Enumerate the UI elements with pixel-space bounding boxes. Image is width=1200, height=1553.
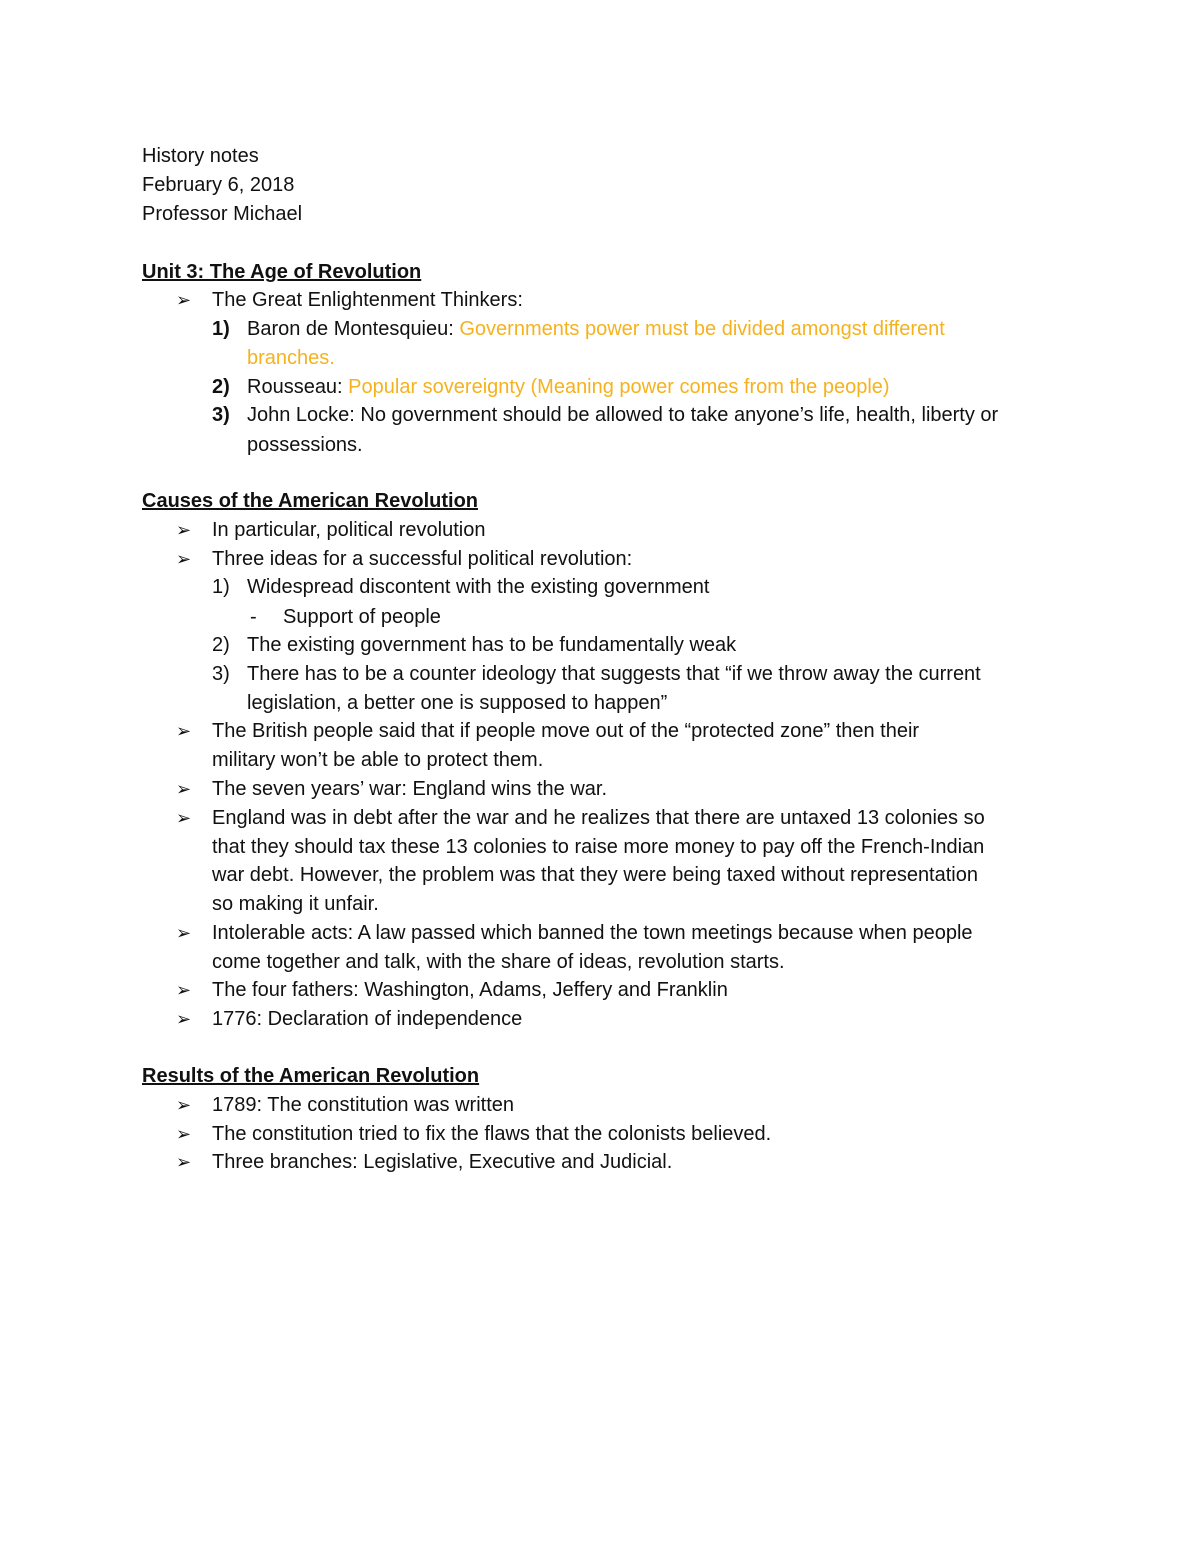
bullet-arrow-icon: ➢ bbox=[176, 1152, 192, 1172]
bullet-arrow-icon: ➢ bbox=[176, 549, 192, 569]
list-number: 3) bbox=[212, 404, 230, 426]
bullet-arrow-icon: ➢ bbox=[176, 1095, 192, 1115]
list-item: The four fathers: Washington, Adams, Jeffery and Franklin bbox=[212, 979, 728, 1001]
list-item-cont: military won’t be able to protect them. bbox=[212, 749, 544, 771]
list-item: There has to be a counter ideology that suggests that “if we throw away the current bbox=[247, 663, 981, 685]
list-item: In particular, political revolution bbox=[212, 519, 486, 541]
doc-title: History notes bbox=[142, 145, 259, 167]
bullet-arrow-icon: ➢ bbox=[176, 923, 192, 943]
list-item-cont: that they should tax these 13 colonies to raise more money to pay off the French-Indian bbox=[212, 836, 985, 858]
list-item-cont: legislation, a better one is supposed to happen” bbox=[247, 692, 668, 714]
list-number: 3) bbox=[212, 663, 230, 685]
bullet-arrow-icon: ➢ bbox=[176, 779, 192, 799]
doc-date: February 6, 2018 bbox=[142, 174, 295, 196]
thinker-note: Governments power must be divided amongst different bbox=[459, 318, 945, 340]
list-item: Three branches: Legislative, Executive and Judicial. bbox=[212, 1151, 673, 1173]
list-item: England was in debt after the war and he realizes that there are untaxed 13 colonies so bbox=[212, 807, 985, 829]
thinker-note: Popular sovereignty (Meaning power comes from the people) bbox=[348, 376, 890, 398]
bullet-arrow-icon: ➢ bbox=[176, 1124, 192, 1144]
unit3-heading: Unit 3: The Age of Revolution bbox=[142, 261, 422, 283]
list-item bbox=[247, 317, 945, 341]
list-number: 1) bbox=[212, 576, 230, 598]
thinker-name: Baron de Montesquieu: bbox=[247, 318, 460, 340]
list-item: Intolerable acts: A law passed which banned the town meetings because when people bbox=[212, 922, 973, 944]
list-item: Three ideas for a successful political revolution: bbox=[212, 548, 633, 570]
list-item-cont: so making it unfair. bbox=[212, 893, 379, 915]
list-item-cont: possessions. bbox=[247, 434, 363, 456]
bullet-arrow-icon: ➢ bbox=[176, 520, 192, 540]
unit3-bullet1: The Great Enlightenment Thinkers: bbox=[212, 289, 523, 311]
causes-heading: Causes of the American Revolution bbox=[142, 490, 478, 512]
thinker-name: Rousseau: bbox=[247, 376, 349, 398]
sub-item: Support of people bbox=[283, 606, 441, 628]
bullet-arrow-icon: ➢ bbox=[176, 808, 192, 828]
list-item: Widespread discontent with the existing government bbox=[247, 576, 710, 598]
list-item-cont: war debt. However, the problem was that they were being taxed without representation bbox=[212, 864, 978, 886]
list-item: The constitution tried to fix the flaws that the colonists believed. bbox=[212, 1123, 772, 1145]
list-item bbox=[247, 375, 890, 399]
bullet-arrow-icon: ➢ bbox=[176, 1009, 192, 1029]
results-heading: Results of the American Revolution bbox=[142, 1065, 480, 1087]
doc-professor: Professor Michael bbox=[142, 203, 303, 225]
thinker-note-cont: branches. bbox=[247, 347, 335, 369]
list-number: 2) bbox=[212, 634, 230, 656]
bullet-arrow-icon: ➢ bbox=[176, 980, 192, 1000]
dash-marker: - bbox=[250, 606, 257, 628]
list-number: 1) bbox=[212, 318, 230, 340]
list-item: The existing government has to be fundamentally weak bbox=[247, 634, 737, 656]
list-item: The British people said that if people move out of the “protected zone” then their bbox=[212, 720, 920, 742]
list-item: John Locke: No government should be allowed to take anyone’s life, health, liberty or bbox=[247, 404, 999, 426]
list-number: 2) bbox=[212, 376, 230, 398]
list-item-cont: come together and talk, with the share of ideas, revolution starts. bbox=[212, 951, 785, 973]
list-item: 1776: Declaration of independence bbox=[212, 1008, 523, 1030]
bullet-arrow-icon: ➢ bbox=[176, 721, 192, 741]
list-item: The seven years’ war: England wins the war. bbox=[212, 778, 608, 800]
list-item: 1789: The constitution was written bbox=[212, 1094, 515, 1116]
bullet-arrow-icon: ➢ bbox=[176, 290, 192, 310]
